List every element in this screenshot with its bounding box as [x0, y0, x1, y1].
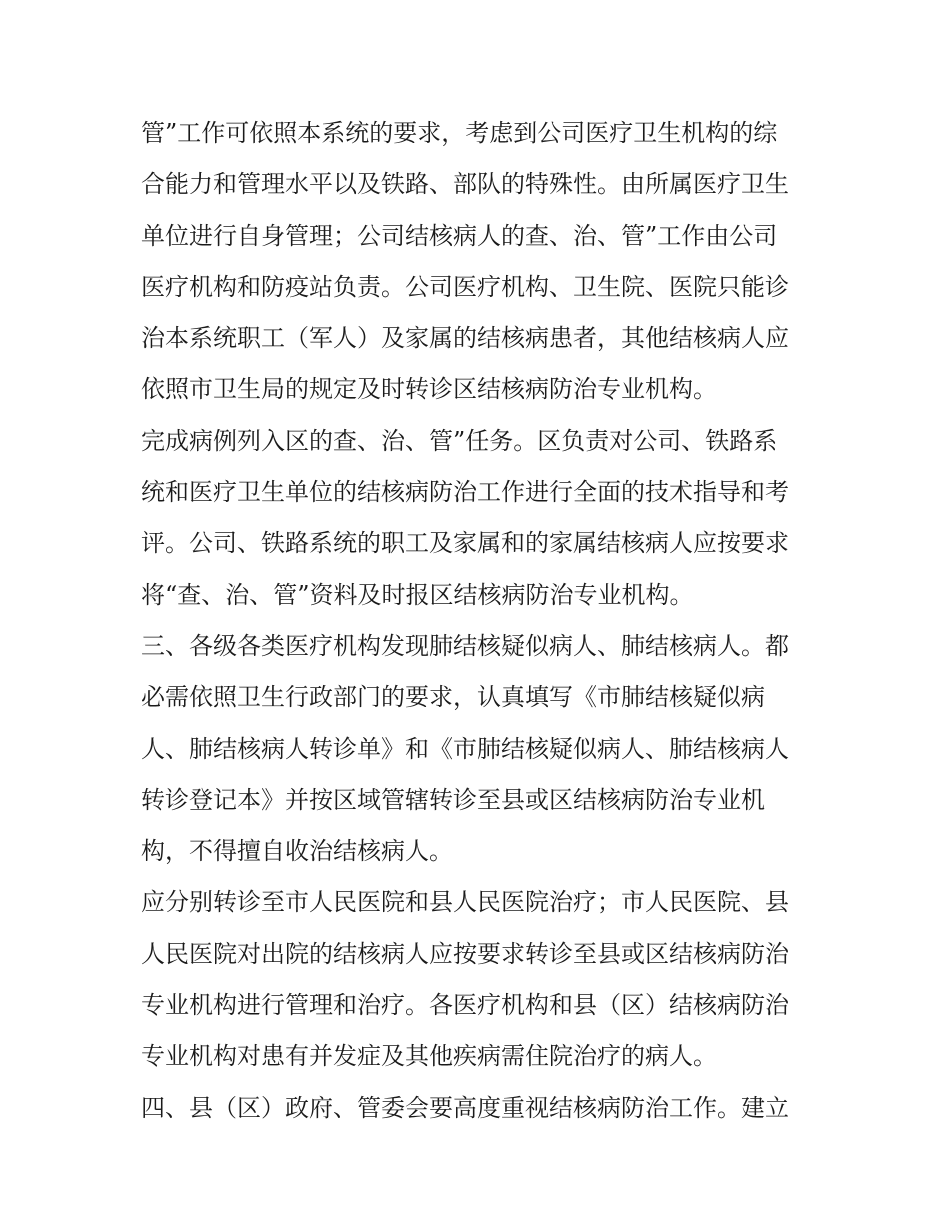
text-line: 应分别转诊至市人民医院和县人民医院治疗；市人民医院、县: [141, 888, 789, 917]
text-line: 合能力和管理水平以及铁路、部队的特殊性。由所属医疗卫生: [141, 170, 789, 199]
text-line: 管”工作可依照本系统的要求，考虑到公司医疗卫生机构的综: [141, 119, 778, 147]
text-line: 评。公司、铁路系统的职工及家属和的家属结核病人应按要求: [141, 529, 789, 558]
text-line: 人、肺结核病人转诊单》和《市肺结核疑似病人、肺结核病人: [141, 734, 789, 763]
text-line: 统和医疗卫生单位的结核病防治工作进行全面的技术指导和考: [141, 478, 789, 507]
text-line: 将“查、治、管”资料及时报区结核病防治专业机构。: [141, 580, 694, 609]
text-line: 转诊登记本》并按区域管辖转诊至县或区结核病防治专业机: [141, 785, 765, 814]
text-line: 治本系统职工（军人）及家属的结核病患者，其他结核病人应: [141, 324, 789, 353]
text-line: 医疗机构和防疫站负责。公司医疗机构、卫生院、医院只能诊: [141, 272, 789, 301]
text-line: 专业机构进行管理和治疗。各医疗机构和县（区）结核病防治: [141, 991, 789, 1020]
text-line: 四、县（区）政府、管委会要高度重视结核病防治工作。建立: [141, 1093, 789, 1122]
document-body: [141, 108, 821, 1134]
text-line: 依照市卫生局的规定及时转诊区结核病防治专业机构。: [141, 375, 717, 404]
text-line: 必需依照卫生行政部门的要求，认真填写《市肺结核疑似病: [141, 683, 765, 712]
text-line: 构，不得擅自收治结核病人。: [141, 837, 453, 866]
text-line: 完成病例列入区的查、治、管”任务。区负责对公司、铁路系: [141, 426, 778, 455]
text-line: 人民医院对出院的结核病人应按要求转诊至县或区结核病防治: [141, 939, 789, 968]
text-line: 三、各级各类医疗机构发现肺结核疑似病人、肺结核病人。都: [141, 631, 789, 660]
text-line: 专业机构对患有并发症及其他疾病需住院治疗的病人。: [141, 1042, 717, 1071]
text-line: 单位进行自身管理；公司结核病人的查、治、管”工作由公司: [141, 221, 778, 250]
